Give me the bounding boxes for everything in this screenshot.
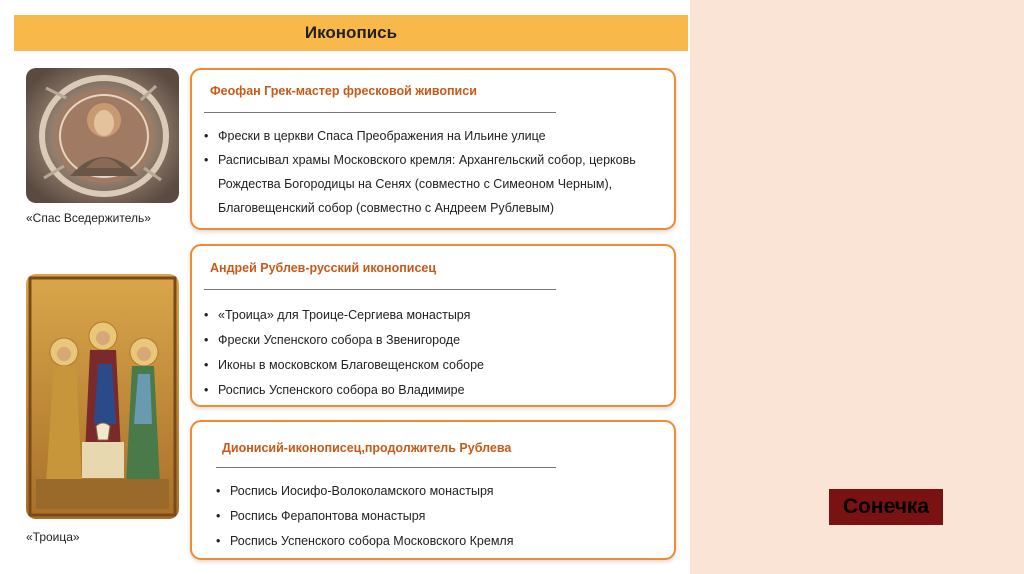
list-item: • Роспись Успенского собора во Владимире <box>204 378 484 403</box>
troitsa-caption: «Троица» <box>26 530 80 544</box>
divider <box>204 112 556 113</box>
bullet-list <box>204 303 484 403</box>
card-andrei-rublev <box>190 244 676 407</box>
list-item: • Роспись Иосифо-Волоколамского монастыря <box>216 479 513 504</box>
list-item: • Иконы в московском Благовещенском соборе <box>204 353 484 378</box>
troitsa-image <box>26 274 179 519</box>
list-item: • Роспись Ферапонтова монастыря <box>216 504 513 529</box>
divider <box>216 467 556 468</box>
author-stamp: Сонечка <box>829 489 943 525</box>
list-item: • Фрески в церкви Спаса Преображения на Ильине улице <box>204 124 636 148</box>
divider <box>204 289 556 290</box>
card-feofan-grek <box>190 68 676 230</box>
list-item: • «Троица» для Троице-Сергиева монастыря <box>204 303 484 328</box>
slide-title: Иконопись <box>14 15 688 51</box>
card-title: Андрей Рублев-русский иконописец <box>210 261 437 275</box>
bullet-list <box>216 479 513 554</box>
card-title: Дионисий-иконописец,продолжитель Рублева <box>222 441 512 455</box>
spas-vsederzhitel-caption: «Спас Вседержитель» <box>26 211 151 225</box>
spas-vsederzhitel-image <box>26 68 179 203</box>
list-item: • Роспись Успенского собора Московского Кремля <box>216 529 513 554</box>
list-item: • Фрески Успенского собора в Звенигороде <box>204 328 484 353</box>
list-item: • Расписывал храмы Московского кремля: Архангельский собор, церковь Рождества Богородицы на Сенях (совместно с Симеоном Черным), Благовещенский собор (совместно с Андреем Рублевым) <box>204 148 636 220</box>
bullet-list <box>204 124 636 220</box>
card-dionisii <box>190 420 676 560</box>
card-title: Феофан Грек-мастер фресковой живописи <box>210 84 477 98</box>
